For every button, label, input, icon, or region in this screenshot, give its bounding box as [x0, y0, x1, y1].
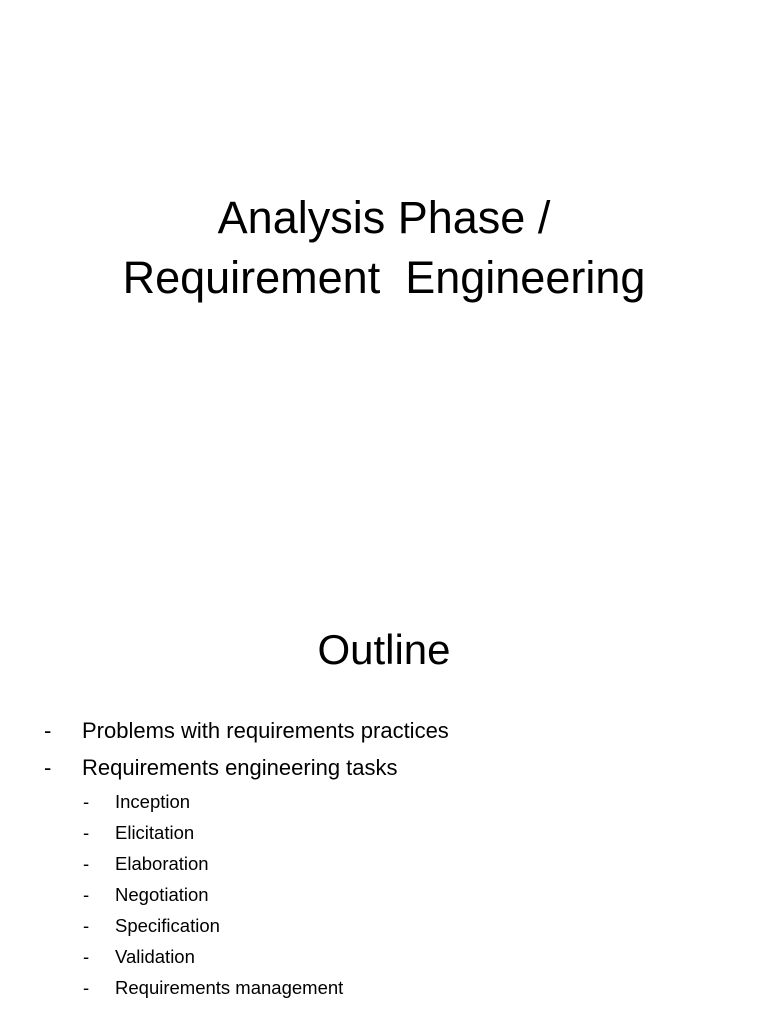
sub-list-item — [0, 910, 768, 941]
dash-bullet-marker: - — [44, 755, 52, 780]
slide-title — [0, 188, 768, 308]
dash-bullet-marker: - — [83, 915, 90, 936]
sub-bullet-text: Negotiation — [115, 884, 209, 905]
sub-bullet-text: Elaboration — [115, 853, 209, 874]
sub-list-item — [0, 786, 768, 817]
sub-bullet-text: Elicitation — [115, 822, 195, 843]
dash-bullet-marker: - — [83, 884, 90, 905]
sub-list-item — [0, 848, 768, 879]
dash-bullet-marker: - — [83, 946, 90, 967]
dash-bullet-marker: - — [83, 791, 90, 812]
list-item — [0, 712, 768, 749]
outline-bullet-list — [0, 712, 768, 786]
dash-bullet-marker: - — [83, 822, 90, 843]
sub-bullet-text: Inception — [115, 791, 191, 812]
bullet-text: Problems with requirements practices — [82, 718, 449, 743]
list-item — [0, 749, 768, 786]
slide-title-line: Requirement Engineering — [122, 252, 646, 303]
sub-list-item — [0, 817, 768, 848]
task-sub-list — [0, 786, 768, 1003]
sub-bullet-text: Specification — [115, 915, 220, 936]
dash-bullet-marker: - — [44, 718, 52, 743]
dash-bullet-marker: - — [83, 853, 90, 874]
sub-list-item — [0, 879, 768, 910]
outline-heading: Outline — [317, 626, 451, 673]
bullet-text: Requirements engineering tasks — [82, 755, 398, 780]
sub-bullet-text: Validation — [115, 946, 195, 967]
sub-bullet-text: Requirements management — [115, 977, 344, 998]
dash-bullet-marker: - — [83, 977, 90, 998]
sub-list-item — [0, 972, 768, 1003]
slide-title-line: Analysis Phase / — [217, 192, 551, 243]
sub-list-item — [0, 941, 768, 972]
